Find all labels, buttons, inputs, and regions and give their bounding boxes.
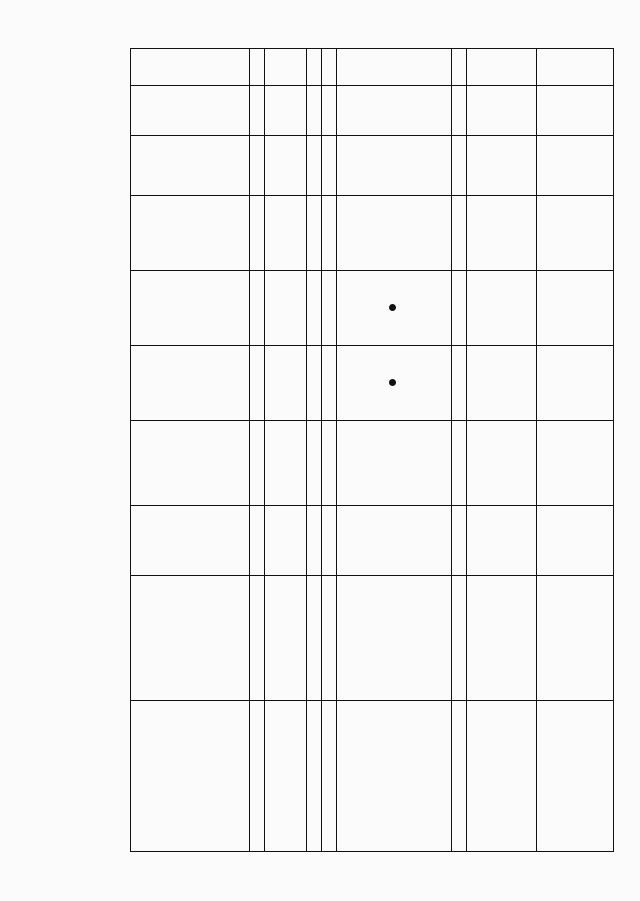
- events-table: [130, 48, 614, 852]
- col-divider-2: [131, 575, 613, 576]
- document-title-2: [88, 130, 102, 770]
- row-divider-event-2: [536, 49, 537, 851]
- col-divider-8: [131, 135, 613, 136]
- rotated-document: [20, 20, 620, 880]
- col-divider-9: [131, 85, 613, 86]
- row-divider-subheading: [321, 49, 322, 851]
- document-title-1: [74, 130, 88, 770]
- col-divider-7: [131, 195, 613, 196]
- row-marker-2: [389, 304, 396, 311]
- col-divider-3: [131, 505, 613, 506]
- row-divider-point-1: [336, 49, 337, 851]
- col-divider-4: [131, 420, 613, 421]
- row-marker-1: [389, 379, 396, 386]
- row-divider-numbers: [264, 49, 265, 851]
- row-divider-header: [249, 49, 250, 851]
- row-divider-point-2: [466, 49, 467, 851]
- col-divider-6: [131, 270, 613, 271]
- row-divider-event-1: [451, 49, 452, 851]
- col-divider-1: [131, 700, 613, 701]
- appendix-line-1: [26, 130, 40, 770]
- row-divider-total: [306, 49, 307, 851]
- document-title-3: [102, 130, 116, 770]
- appendix-line-2: [40, 130, 54, 770]
- col-divider-5: [131, 345, 613, 346]
